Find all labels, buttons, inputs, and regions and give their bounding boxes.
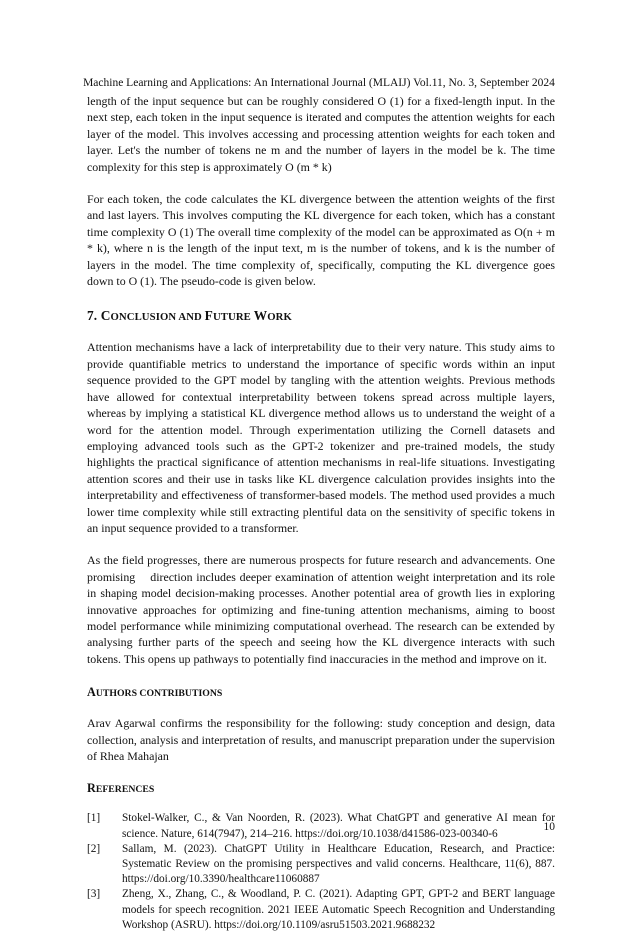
reference-item	[87, 842, 555, 888]
body-paragraph-complexity-2: For each token, the code calculates the KL divergence between the attention weights of the first and last layers. This involves computing the KL divergence for each token, which has a constant time complexity O (1) The overall time complexity of the model can be approximated as O(n + m * k), where n is the length of the input text, m is the number of tokens, and k is the number of layers in the model. The time complexity of, specifically, computing the KL divergence goes down to O (1). The pseudo-code is given below.	[87, 192, 555, 289]
authors-title-rest: UTHORS CONTRIBUTIONS	[95, 688, 223, 700]
section-title-ork: ORK	[267, 311, 292, 324]
conclusion-paragraph-2: As the field progresses, there are numerous prospects for future research and advancements. One promising direction includes deeper examination of attention weight interpretation and its role in shaping model decision-making processes. Another potential area of growth lies in exploring innovative approaches for optimizing and fine-tuning attention mechanisms, aiming to boost model performance while minimizing computational overhead. The research can be extended by analysing further parts of the speech and seeing how the KL divergence interacts with such tokens. This opens up pathways to potentially find inaccuracies in the method and improve on it.	[87, 553, 558, 666]
section-number: 7.	[87, 308, 98, 324]
conclusion-paragraph-1: Attention mechanisms have a lack of interpretability due to their very nature. This study aims to provide quantifiable metrics to understand the importance of specific words within an input sequence provided to the GPT model by tangling with the attention weights. Previous methods have allowed for contextual interpretability between tokens spread across multiple layers, whereas by implying a statistical KL divergence method allows us to understand the weight of a word for the attention model. Through experimentation utilizing the Cornell datasets and employing advanced tools such as the GPT-2 tokenizer and pre-trained models, the study highlights the practical significance of attention mechanisms in real-life situations. Investigating attention scores and their use in tasks like KL divergence calculation provides insights into the interpretability and effectiveness of transformer-based models. The method used provides a much lower time complexity while still extracting plentiful data on the sensitivity of specific tokens in an input sequence provided to a transformer.	[87, 340, 555, 535]
section-title-f: F	[204, 308, 213, 324]
reference-number: [1]	[87, 812, 101, 825]
reference-text: Sallam, M. (2023). ChatGPT Utility in Healthcare Education, Research, and Practice: Systematic Review on the promising perspectives and valid concerns. Healthcare, 11(6), 887. https://doi.org/10.3390/healthcare11060887	[122, 842, 555, 886]
reference-number: [3]	[87, 888, 101, 901]
running-header: Machine Learning and Applications: An International Journal (MLAIJ) Vol.11, No. 3, September 2024	[83, 77, 555, 89]
references-heading	[87, 780, 555, 798]
body-paragraph-complexity-1: length of the input sequence but can be roughly considered O (1) for a fixed-length input. In the next step, each token in the input sequence is iterated and computes the attention weights for each layer of the model. This involves accessing and processing attention weights for each token and layer. Let's the number of tokens ne m and the number of layers in the model be k. The time complexity for this step is approximately O (m * k)	[87, 94, 555, 174]
reference-text: Stokel-Walker, C., & Van Noorden, R. (2023). What ChatGPT and generative AI mean for science. Nature, 614(7947), 214–216. https://doi.org/10.1038/d41586-023-00340-6	[122, 812, 555, 840]
reference-item	[87, 887, 555, 933]
section-title-c: C	[100, 308, 111, 324]
reference-text: Zheng, X., Zhang, C., & Woodland, P. C. (2021). Adapting GPT, GPT-2 and BERT language models for speech recognition. 2021 IEEE Automatic Speech Recognition and Understanding Workshop (ASRU). https://doi.org/10.1109/asru51503.2021.9688232	[122, 888, 555, 931]
reference-item	[87, 811, 555, 841]
page-content	[87, 93, 558, 933]
section-heading-conclusion	[87, 307, 555, 326]
section-title-uture: UTURE	[212, 311, 254, 324]
section-title-w: W	[253, 308, 268, 324]
reference-number: [2]	[87, 842, 101, 855]
page-number: 10	[543, 821, 555, 833]
references-title-r: R	[87, 781, 96, 796]
section-title-onclusion-and: ONCLUSION AND	[110, 311, 205, 324]
authors-contributions-heading	[87, 684, 555, 702]
authors-title-a: A	[87, 685, 96, 700]
reference-list	[87, 811, 555, 933]
authors-contributions-text: Arav Agarwal confirms the responsibility for the following: study conception and design, data collection, analysis and interpretation of results, and manuscript preparation under the supervision of Rhea Mahajan	[87, 716, 555, 763]
references-title-rest: EFERENCES	[95, 784, 155, 796]
